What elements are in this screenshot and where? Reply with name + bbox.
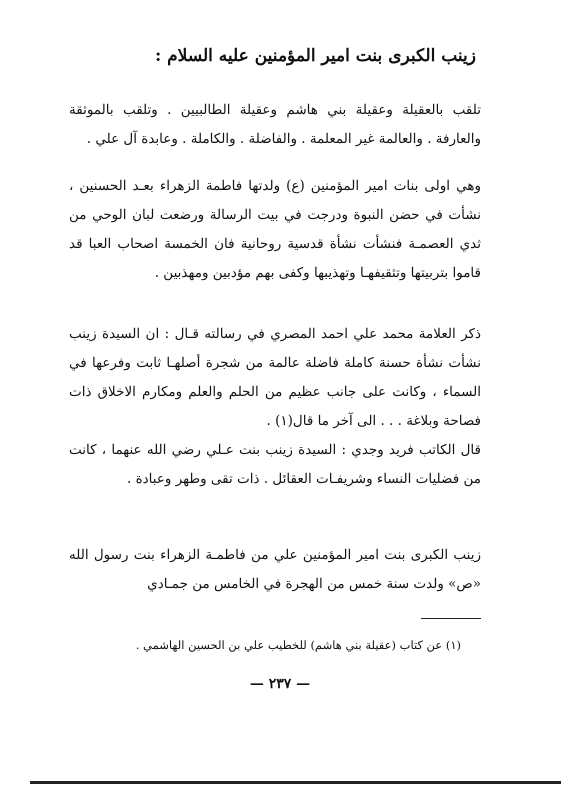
paragraph-lineage: زينب الكبرى بنت امير المؤمنين علي من فاطمـة الزهراء بنت رسول الله «ص» ولدت سنة خمس من الهجرة في الخامس من جمـادي	[69, 547, 481, 592]
scan-edge-line	[30, 781, 561, 784]
footnote: (١) عن كتاب (عقيلة بني هاشم) للخطيب علي بن الحسين الهاشمي .	[135, 638, 461, 652]
section-heading: زينب الكبرى بنت امير المؤمنين عليه السلام :	[154, 46, 476, 66]
page-number: — ٢٣٧ —	[249, 676, 311, 692]
footnote-divider	[421, 618, 481, 619]
paragraph-wajdi-quote: قال الكاتب فريد وجدي : السيدة زينب بنت عـلي رضي الله عنهما ، كانت من فضليات النساء وشريفـات العقائل . ذات تقى وطهر وعبادة .	[69, 442, 481, 487]
paragraph-titles: تلقب بالعقيلة وعقيلة بني هاشم وعقيلة الطالبيين . وتلقب بالموثقة والعارفة . والعالمة غير المعلمة . والفاضلة . والكاملة . وعابدة آل علي .	[69, 102, 481, 147]
paragraph-birth: وهي اولى بنات امير المؤمنين (ع) ولدتها فاطمة الزهراء بعـد الحسنين ، نشأت في حضن النبوة ودرجت في بيت الرسالة ورضعت لبان الوحي من ثدي العصمـة فنشأت نشأة قدسية روحانية فان الخمسة اصحاب العبا قد قاموا بتربيتها وتثقيفهـا وتهذيبها وكفى بهم مؤدبين ومهذبين .	[69, 178, 481, 281]
paragraph-masri-quote: ذكر العلامة محمد علي احمد المصري في رسالته قـال : ان السيدة زينب نشأت نشأة حسنة كاملة فاضلة عالمة من شجرة أصلهـا ثابت وفرعها في السماء ، وكانت على جانب عظيم من الحلم والعلم ومكارم الاخلاق ذات فصاحة وبلاغة . . . الى آخر ما قال(١) .	[69, 326, 481, 429]
